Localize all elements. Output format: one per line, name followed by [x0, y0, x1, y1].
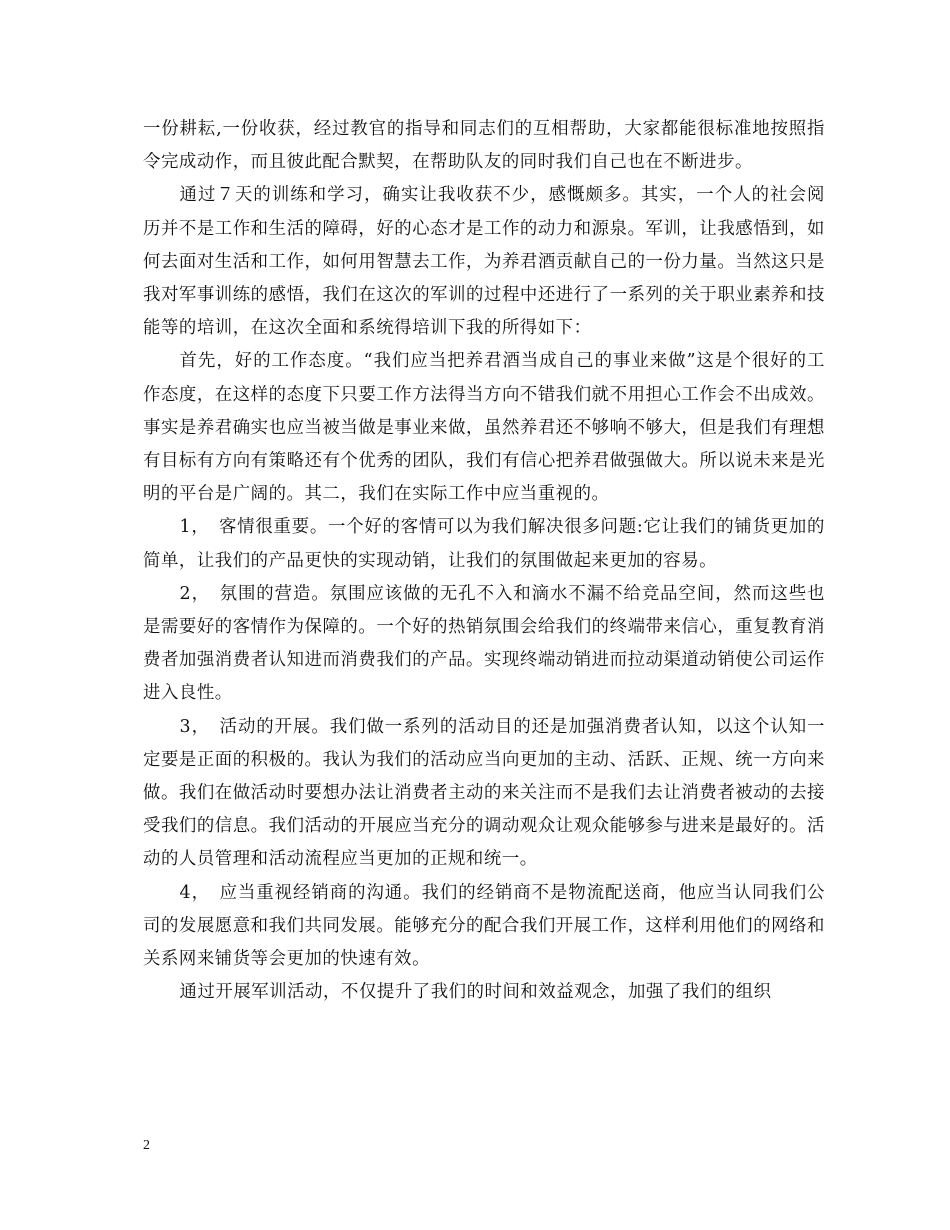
- body-text: [143, 113, 825, 1009]
- page-number: 2: [143, 1138, 150, 1153]
- list-item-distributor-communication: 4， 应当重视经销商的沟通。我们的经销商不是物流配送商，他应当认同我们公司的发展愿意和我们共同发展。能够充分的配合我们开展工作，这样利用他们的网络和关系网来铺货等会更加的快速有效。: [143, 882, 825, 970]
- list-item-activities: 3， 活动的开展。我们做一系列的活动目的还是加强消费者认知，以这个认知一定要是正面的积极的。我认为我们的活动应当向更加的主动、活跃、正规、统一方向来做。我们在做活动时要想办法让消费者主动的来关注而不是我们去让消费者被动的去接受我们的信息。我们活动的开展应当充分的调动观众让观众能够参与进来是最好的。活动的人员管理和活动流程应当更加的正规和统一。: [143, 716, 825, 870]
- paragraph-training-reflection: 通过７天的训练和学习，确实让我收获不少，感慨颇多。其实，一个人的社会阅历并不是工作和生活的障碍，好的心态才是工作的动力和源泉。军训，让我感悟到，如何去面对生活和工作，如何用智慧去工作，为养君酒贡献自己的一份力量。当然这只是我对军事训练的感悟，我们在这次的军训的过程中还进行了一系列的关于职业素养和技能等的培训，在这次全面和系统得培训下我的所得如下：: [143, 185, 825, 339]
- list-item-atmosphere: 2， 氛围的营造。氛围应该做的无孔不入和滴水不漏不给竞品空间，然而这些也是需要好的客情作为保障的。一个好的热销氛围会给我们的终端带来信心，重复教育消费者加强消费者认知进而消费我们的产品。实现终端动销进而拉动渠道动销使公司运作进入良性。: [143, 583, 825, 704]
- list-item-customer-relations: 1， 客情很重要。一个好的客情可以为我们解决很多问题:它让我们的铺货更加的简单，让我们的产品更快的实现动销，让我们的氛围做起来更加的容易。: [143, 517, 825, 571]
- paragraph-conclusion-start: 通过开展军训活动，不仅提升了我们的时间和效益观念，加强了我们的组织: [179, 982, 772, 1003]
- paragraph-work-attitude: 首先，好的工作态度。“我们应当把养君酒当成自己的事业来做”这是个很好的工作态度，在这样的态度下只要工作方法得当方向不错我们就不用担心工作会不出成效。事实是养君确实也应当被当做是事业来做，虽然养君还不够响不够大，但是我们有理想有目标有方向有策略还有个优秀的团队，我们有信心把养君做强做大。所以说未来是光明的平台是广阔的。其二，我们在实际工作中应当重视的。: [143, 351, 825, 505]
- paragraph-continuation: 一份耕耘,一份收获，经过教官的指导和同志们的互相帮助，大家都能很标准地按照指令完成动作，而且彼此配合默契，在帮助队友的同时我们自己也在不断进步。: [143, 119, 825, 173]
